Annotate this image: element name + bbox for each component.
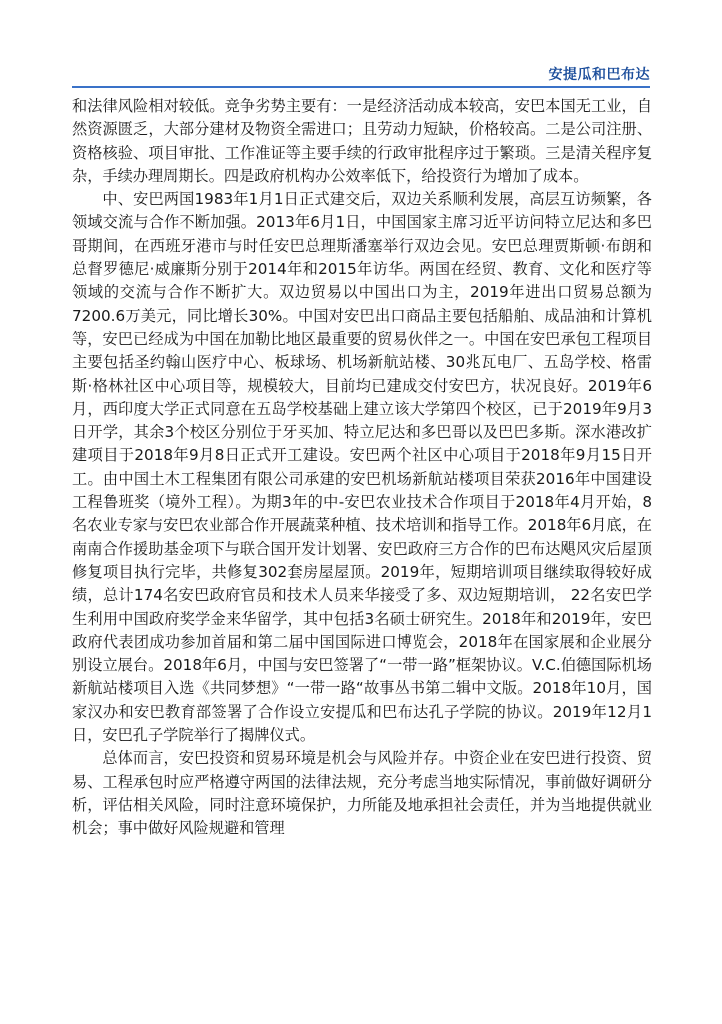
paragraph-bilateral-relations: 中、安巴两国1983年1月1日正式建交后，双边关系顺利发展，高层互访频繁，各领域交流与合作不断加强。2013年6月1日，中国国家主席习近平访问特立尼达和多巴哥期间，在西班牙港市与时任安巴总理斯潘塞举行双边会见。安巴总理贾斯顿·布朗和总督罗德尼·威廉斯分别于2014年和2015年访华。两国在经贸、教育、文化和医疗等领域的交流与合作不断扩大。双边贸易以中国出口为主，2019年进出口贸易总额为7200.6万美元，同比增长30%。中国对安巴出口商品主要包括船舶、成品油和计算机等，安巴已经成为中国在加勒比地区最重要的贸易伙伴之一。中国在安巴承包工程项目主要包括圣约翰山医疗中心、板球场、机场新航站楼、30兆瓦电厂、五岛学校、格雷斯·格林社区中心项目等，规模较大，目前均已建成交付安巴方，状况良好。2019年6月，西印度大学正式同意在五岛学校基础上建立该大学第四个校区，已于2019年9月3日开学，其余3个校区分别位于牙买加、特立尼达和多巴哥以及巴巴多斯。深水港改扩建项目于2018年9月8日正式开工建设。安巴两个社区中心项目于2018年9月15日开工。由中国土木工程集团有限公司承建的安巴机场新航站楼项目荣获2016年中国建设工程鲁班奖（境外工程）。为期3年的中-安巴农业技术合作项目于2018年4月开始，8名农业专家与安巴农业部合作开展蔬菜种植、技术培训和指导工作。2018年6月底，在南南合作援助基金项下与联合国开发计划署、安巴政府三方合作的巴布达飓风灾后屋顶修复项目执行完毕，共修复302套房屋屋顶。2019年，短期培训项目继续取得较好成绩，总计174名安巴政府官员和技术人员来华接受了多、双边短期培训， 22名安巴学生利用中国政府奖学金来华留学，其中包括3名硕士研究生。2018年和2019年，安巴政府代表团成功参加首届和第二届中国国际进口博览会，2018年在国家展和企业展分别设立展台。2018年6月，中国与安巴签署了“一带一路”框架协议。V.C.伯德国际机场新航站楼项目入选《共同梦想》“一带一路“故事丛书第二辑中文版。2018年10月，国家汉办和安巴教育部签署了合作设立安提瓜和巴布达孔子学院的协议。2019年12月1日，安巴孔子学院举行了揭牌仪式。 — [72, 190, 652, 745]
page-header — [0, 0, 722, 86]
header-divider — [72, 86, 650, 88]
paragraph-continued: 和法律风险相对较低。竞争劣势主要有：一是经济活动成本较高，安巴本国无工业，自然资源匮乏，大部分建材及物资全需进口；且劳动力短缺，价格较高。二是公司注册、资格核验、项目审批、工作准证等主要手续的行政审批程序过于繁琐。三是清关程序复杂，手续办理周期长。四是政府机构办公效率低下，给投资行为增加了成本。 — [72, 97, 652, 185]
paragraph-summary: 总体而言，安巴投资和贸易环境是机会与风险并存。中资企业在安巴进行投资、贸易、工程承包时应严格遵守两国的法律法规，充分考虑当地实际情况，事前做好调研分析，评估相关风险，同时注意环境保护，力所能及地承担社会责任，并为当地提供就业机会；事中做好风险规避和管理 — [72, 749, 652, 838]
running-header-title: 安提瓜和巴布达 — [548, 67, 650, 83]
document-body — [72, 95, 652, 841]
